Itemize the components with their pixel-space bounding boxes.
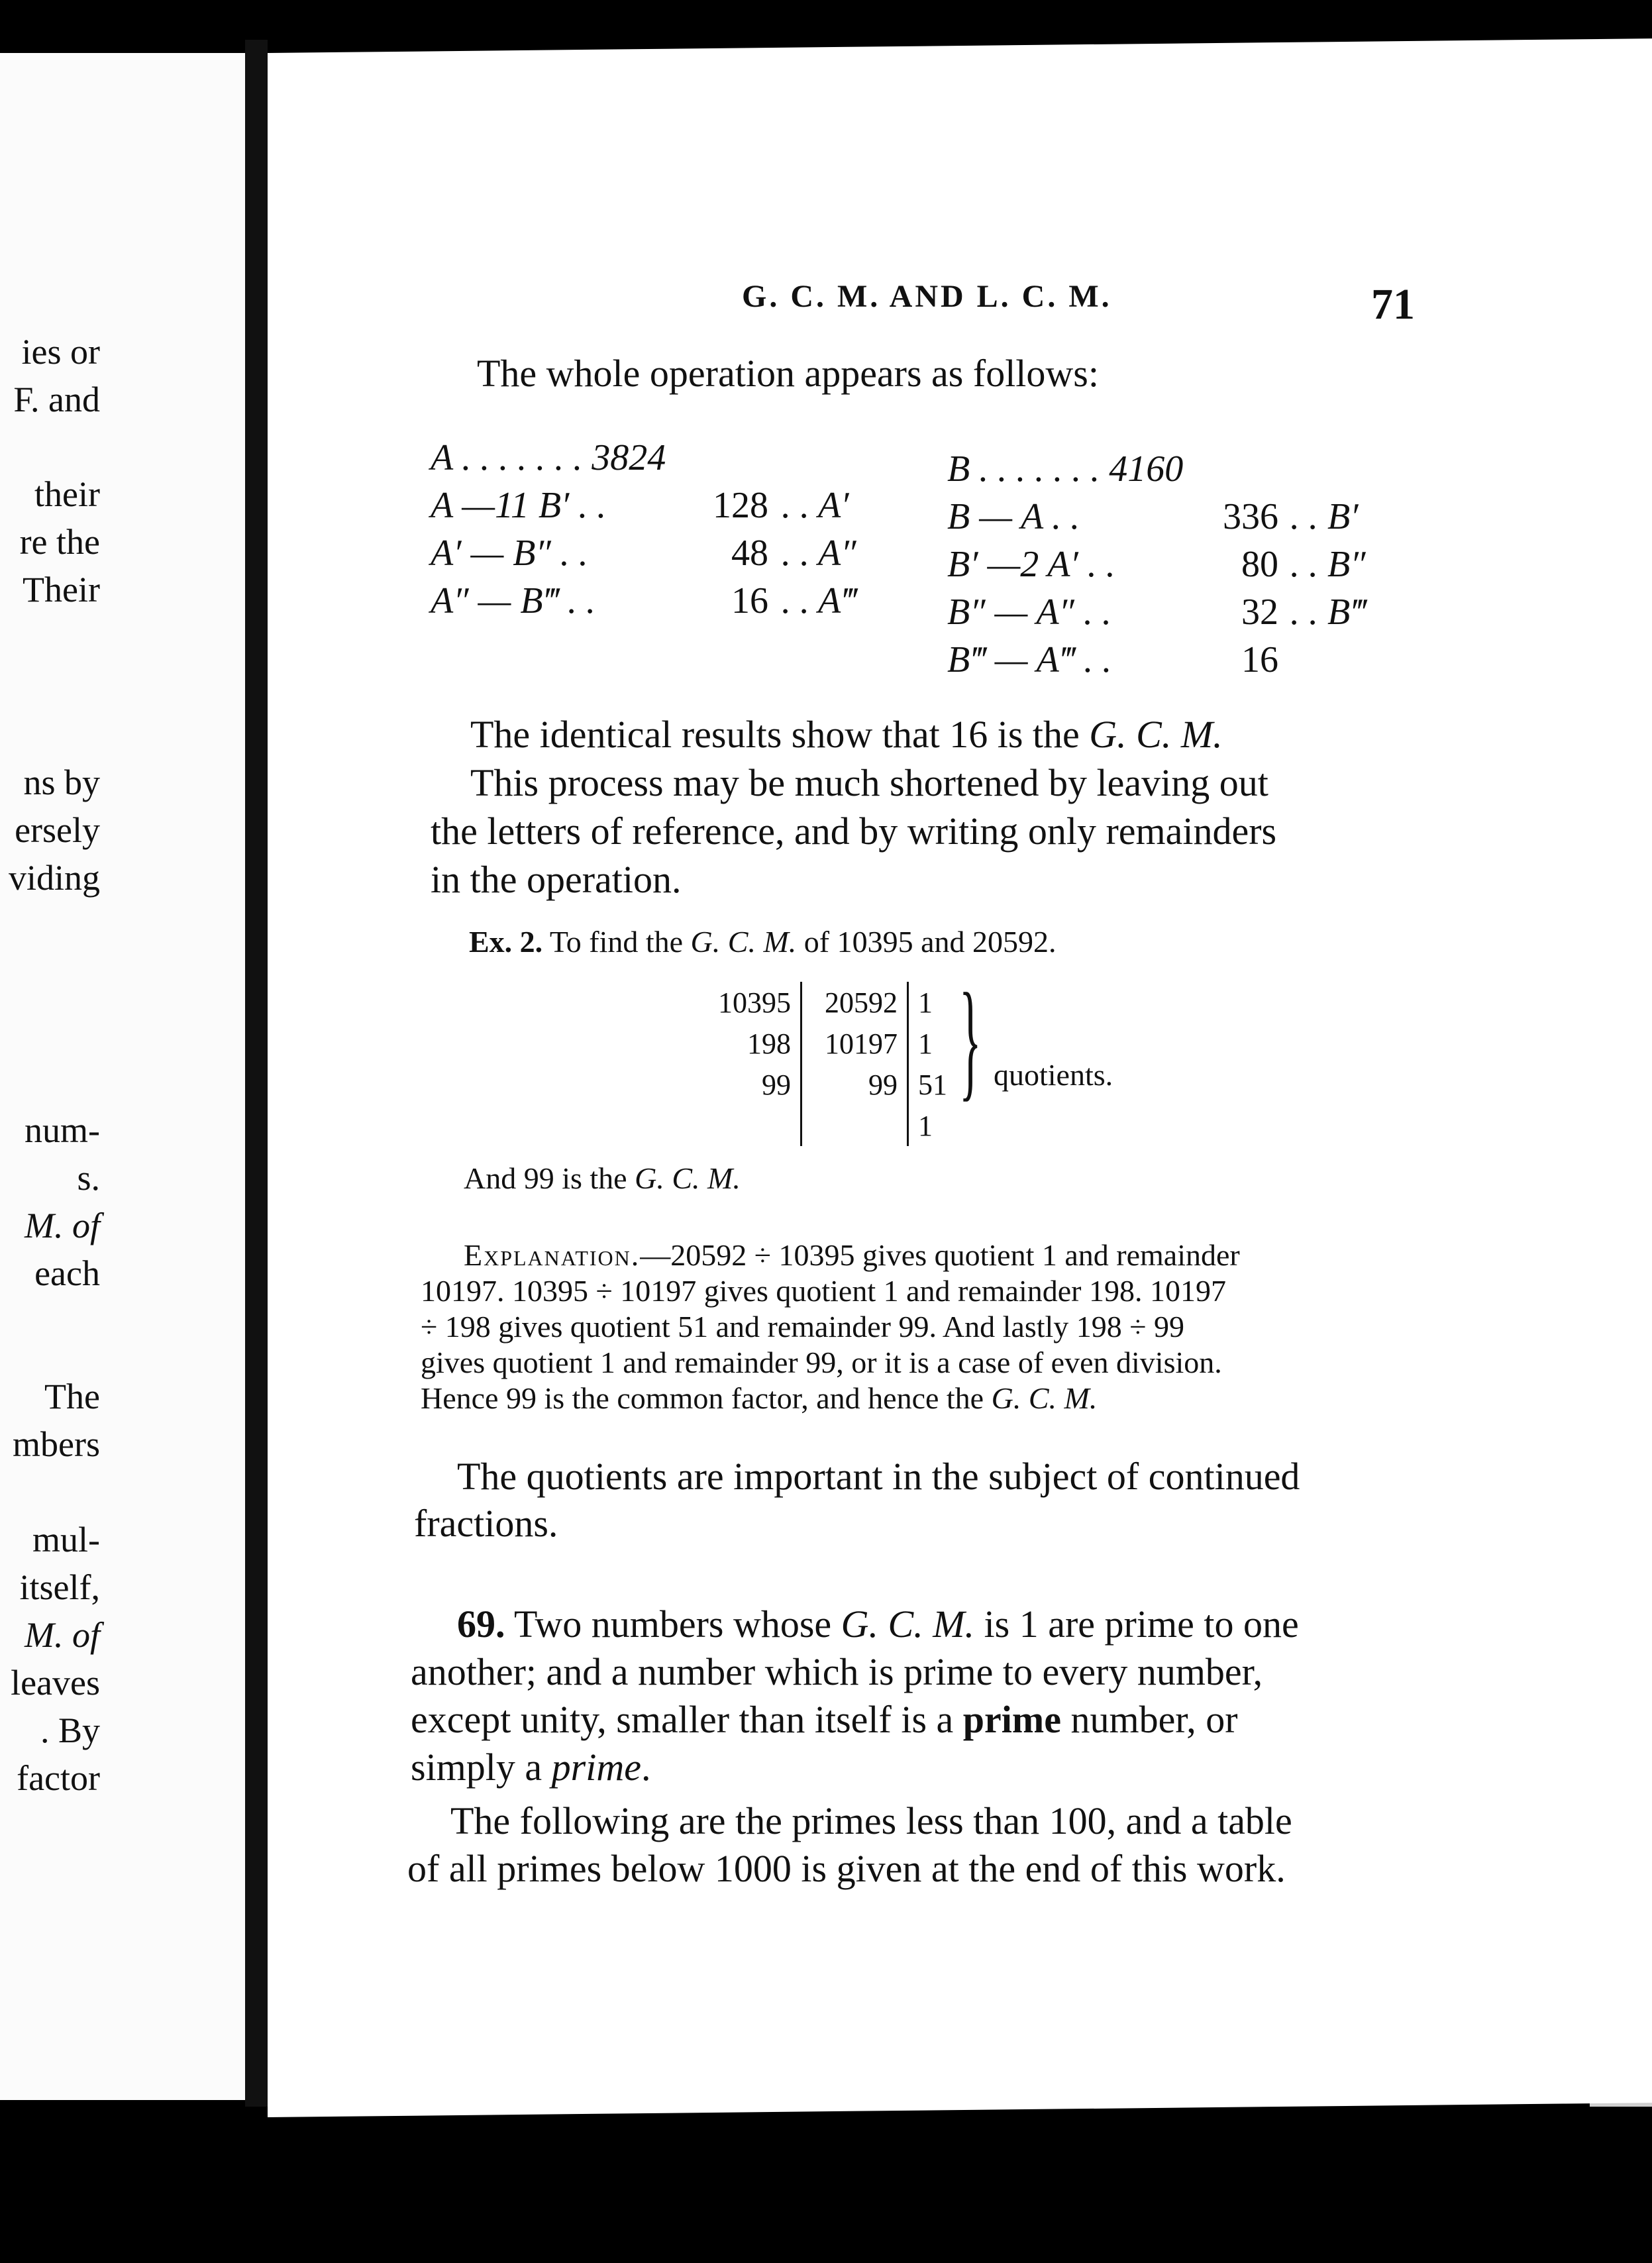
paragraph-line: The following are the primes less than 100, and a table xyxy=(450,1799,1292,1842)
left-fragment: s. xyxy=(77,1158,100,1198)
division-row xyxy=(702,982,967,1023)
page-fold xyxy=(245,40,268,2107)
operation-value: 16 xyxy=(1241,639,1278,680)
division-row xyxy=(702,1105,967,1146)
gcm-abbrev: G. C. M. xyxy=(841,1603,975,1646)
quotient-cell: 51 xyxy=(918,1068,947,1101)
explanation-line xyxy=(464,1237,1240,1273)
operation-row xyxy=(431,577,914,625)
division-cell: 198 xyxy=(702,1023,801,1064)
operation-row xyxy=(947,541,1410,588)
quotient-cell: 1 xyxy=(918,1027,933,1060)
left-fragment: F. and xyxy=(13,380,100,419)
left-fragment: each xyxy=(34,1253,100,1293)
operation-label: . . A′ xyxy=(782,485,849,526)
section-text: simply a xyxy=(411,1746,552,1789)
example-number: Ex. 2. xyxy=(469,925,543,959)
operation-expr: B‴ — A‴ . . xyxy=(947,639,1112,680)
section-69-line xyxy=(411,1697,1238,1742)
left-fragment: . By xyxy=(40,1710,100,1750)
paragraph-line: of all primes below 1000 is given at the end of this work. xyxy=(407,1847,1286,1890)
left-fragment: re the xyxy=(19,522,100,562)
prime-term: prime xyxy=(962,1698,1061,1741)
left-fragment: their xyxy=(34,474,100,514)
operation-expr: B″ — A″ . . xyxy=(947,592,1111,633)
operation-left-table xyxy=(431,434,914,625)
quotient-cell: 1 xyxy=(918,1109,933,1142)
operation-label xyxy=(1278,445,1410,493)
explanation-text: —20592 ÷ 10395 gives quotient 1 and remainder xyxy=(640,1238,1240,1272)
operation-row xyxy=(431,529,914,577)
section-text: number, or xyxy=(1060,1698,1238,1741)
explanation-text: Hence 99 is the common factor, and hence the xyxy=(421,1381,992,1415)
left-fragment: ies or xyxy=(21,332,100,372)
paragraph-line: in the operation. xyxy=(431,858,682,901)
page-number: 71 xyxy=(1371,280,1415,329)
left-fragment: ns by xyxy=(23,763,100,802)
operation-value: 336 xyxy=(1223,496,1278,537)
example-heading xyxy=(469,924,1057,959)
result-line xyxy=(470,712,1223,757)
example-text: To find the xyxy=(549,925,691,959)
operation-row xyxy=(431,434,914,482)
gcm-abbrev: G. C. M. xyxy=(991,1381,1098,1415)
explanation-line: gives quotient 1 and remainder 99, or it is a case of even division. xyxy=(421,1345,1222,1379)
result-line xyxy=(464,1161,741,1196)
division-cell: 10395 xyxy=(702,982,801,1023)
operation-row xyxy=(947,588,1410,636)
division-cell: 99 xyxy=(801,1064,908,1105)
prime-italic: prime xyxy=(551,1746,641,1789)
division-row xyxy=(702,1023,967,1064)
left-fragment: M. of xyxy=(25,1206,100,1245)
operation-expr: A″ — B‴ . . xyxy=(431,580,596,621)
left-fragment: num- xyxy=(25,1110,100,1150)
operation-label: . . B″ xyxy=(1290,544,1366,585)
curly-brace-icon: } xyxy=(959,967,982,1113)
section-69-line: another; and a number which is prime to every number, xyxy=(411,1650,1263,1693)
division-table xyxy=(702,982,967,1146)
section-text: is 1 are prime to one xyxy=(974,1603,1299,1646)
operation-label: . . A″ xyxy=(782,533,856,574)
division-cell xyxy=(801,1105,908,1146)
operation-value: 128 xyxy=(713,485,768,526)
paragraph-line: the letters of reference, and by writing only remainders xyxy=(431,810,1277,853)
operation-expr: A . . . . . . . 3824 xyxy=(431,437,666,478)
example-text: of 10395 and 20592. xyxy=(796,925,1057,959)
explanation-label: Explanation. xyxy=(464,1238,641,1272)
section-text: . xyxy=(641,1746,651,1789)
explanation-line xyxy=(421,1381,1097,1416)
quotients-label: quotients. xyxy=(994,1058,1113,1092)
operation-label xyxy=(768,434,914,482)
operation-label: . . A‴ xyxy=(782,580,856,621)
paragraph-line: This process may be much shortened by leaving out xyxy=(470,761,1268,804)
section-69-line xyxy=(457,1602,1299,1646)
left-fragment: mul- xyxy=(32,1520,100,1559)
operation-row xyxy=(947,445,1410,493)
quotient-cell: 1 xyxy=(918,986,933,1019)
section-text: except unity, smaller than itself is a xyxy=(411,1698,963,1741)
operation-right-table xyxy=(947,445,1410,684)
operation-expr: B . . . . . . . 4160 xyxy=(947,448,1184,490)
operation-value xyxy=(689,434,768,482)
explanation-line: ÷ 198 gives quotient 51 and remainder 99. And lastly 198 ÷ 99 xyxy=(421,1310,1185,1343)
operation-expr: B — A . . xyxy=(947,496,1080,537)
division-cell: 20592 xyxy=(801,982,908,1023)
operation-value: 80 xyxy=(1241,544,1278,585)
result-text: And 99 is the xyxy=(464,1161,635,1195)
left-fragment: ersely xyxy=(15,810,100,850)
left-fragment: itself, xyxy=(19,1567,100,1607)
section-number: 69. xyxy=(457,1603,505,1646)
section-text: Two numbers whose xyxy=(505,1603,841,1646)
operation-label: . . B′ xyxy=(1290,496,1359,537)
left-fragment: M. of xyxy=(25,1615,100,1655)
operation-row xyxy=(431,482,914,529)
division-cell xyxy=(702,1105,801,1146)
operation-value: 48 xyxy=(731,533,768,574)
division-cell: 99 xyxy=(702,1064,801,1105)
gcm-abbrev: G. C. M. xyxy=(1089,713,1223,756)
operation-row xyxy=(947,636,1410,684)
gcm-abbrev: G. C. M. xyxy=(690,925,797,959)
left-fragment: Their xyxy=(23,570,100,609)
operation-expr: A′ — B″ . . xyxy=(431,533,588,574)
gcm-abbrev: G. C. M. xyxy=(635,1161,741,1195)
result-text: The identical results show that 16 is the xyxy=(470,713,1090,756)
operation-row xyxy=(947,493,1410,541)
operation-label: . . B‴ xyxy=(1290,592,1366,633)
left-fragment: factor xyxy=(17,1758,100,1798)
division-cell: 10197 xyxy=(801,1023,908,1064)
intro-line: The whole operation appears as follows: xyxy=(477,352,1099,395)
operation-expr: B′ —2 A′ . . xyxy=(947,544,1115,585)
left-fragment: The xyxy=(44,1377,100,1416)
left-fragment: mbers xyxy=(13,1424,100,1464)
division-row xyxy=(702,1064,967,1105)
operation-label xyxy=(1278,636,1410,684)
explanation-line: 10197. 10395 ÷ 10197 gives quotient 1 and remainder 198. 10197 xyxy=(421,1274,1226,1308)
paragraph-line: fractions. xyxy=(414,1502,558,1545)
running-header: G. C. M. AND L. C. M. xyxy=(742,279,1112,314)
paragraph-line: The quotients are important in the subject of continued xyxy=(457,1455,1300,1498)
section-69-line xyxy=(411,1745,651,1789)
operation-value: 32 xyxy=(1241,592,1278,633)
operation-value xyxy=(1212,445,1278,493)
operation-expr: A —11 B′ . . xyxy=(431,485,607,526)
left-fragment: viding xyxy=(8,858,100,898)
operation-value: 16 xyxy=(731,580,768,621)
left-fragment: leaves xyxy=(11,1663,100,1703)
